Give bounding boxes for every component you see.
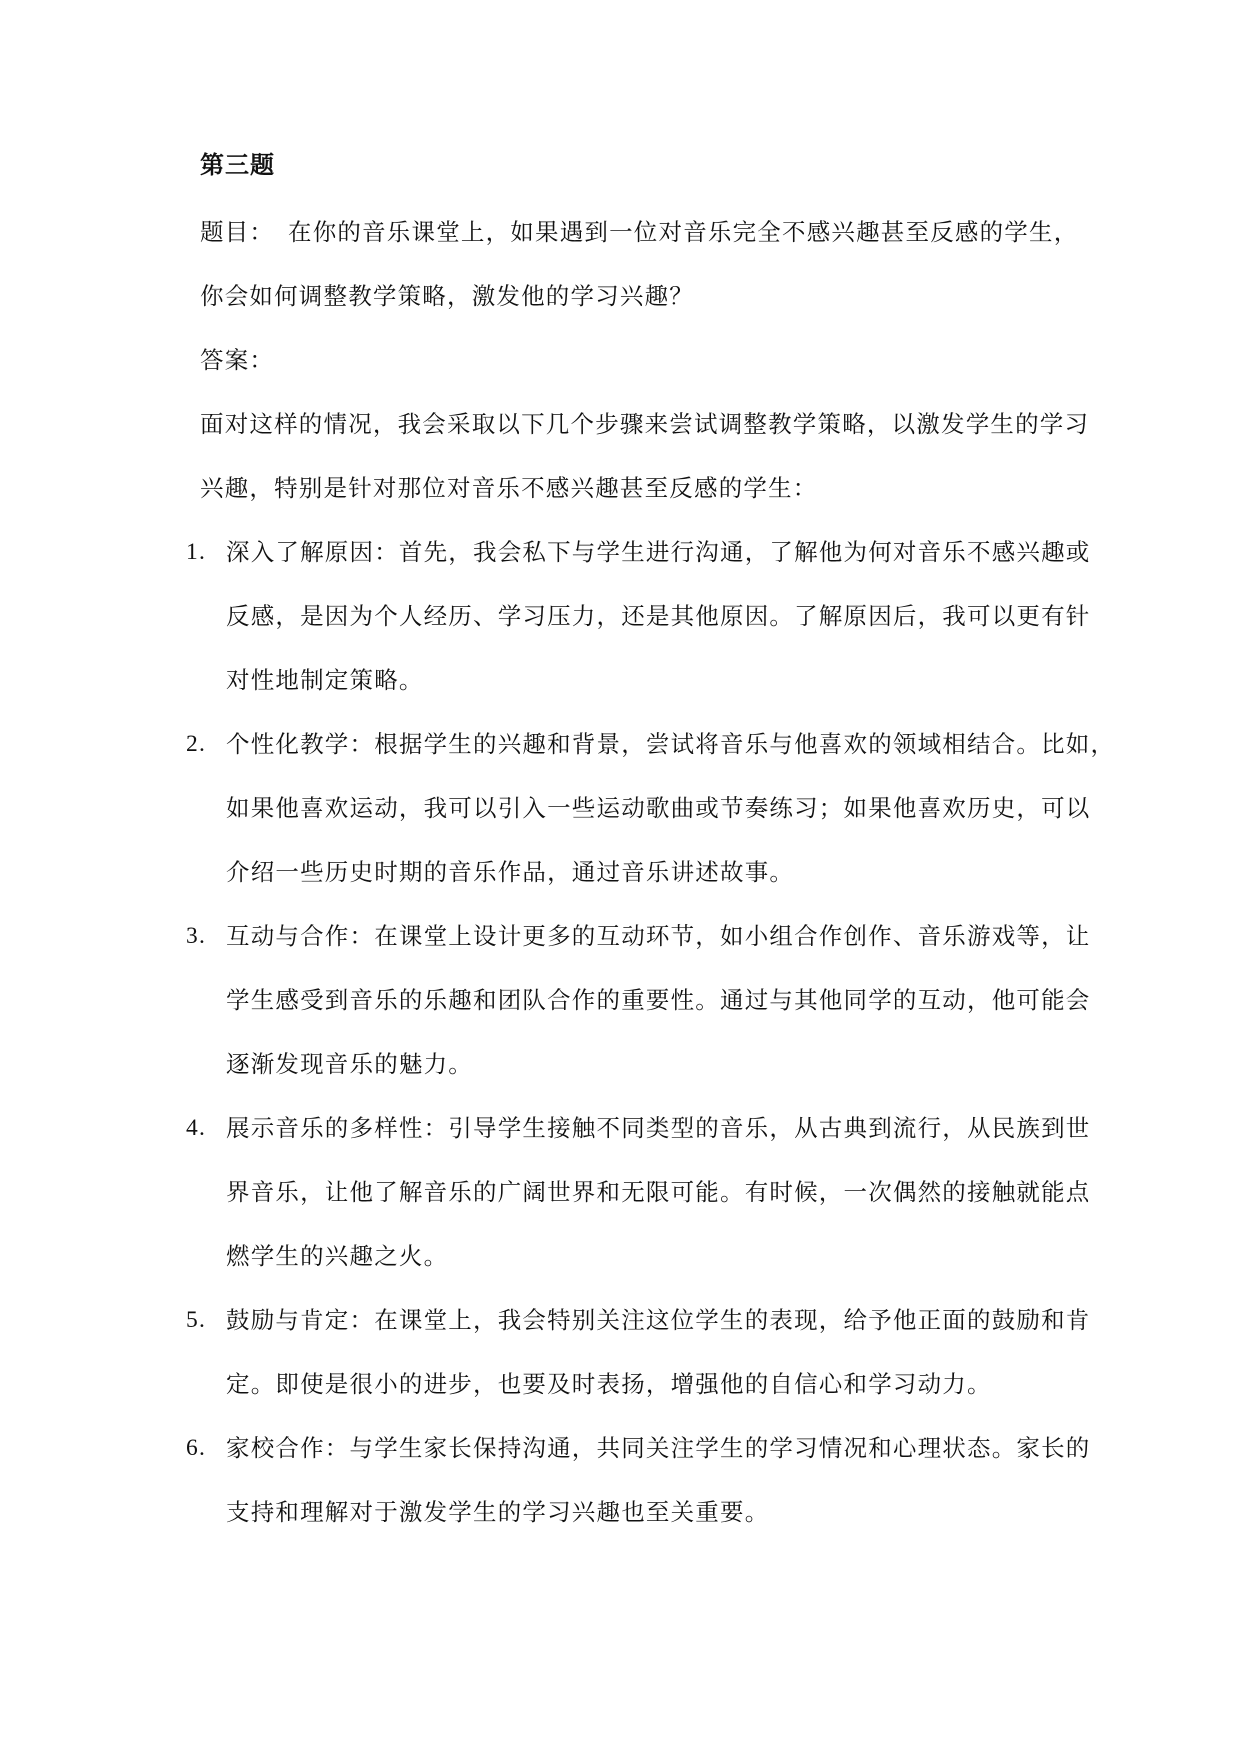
question-block <box>200 200 1100 328</box>
list-item-number: 2. <box>186 731 207 757</box>
question-text-1: 在你的音乐课堂上，如果遇到一位对音乐完全不感兴趣甚至反感的学生， <box>288 218 1079 246</box>
list-item-line: 个性化教学：根据学生的兴趣和背景，尝试将音乐与他喜欢的领域相结合。比如， <box>226 730 1116 758</box>
intro-line-2: 兴趣，特别是针对那位对音乐不感兴趣甚至反感的学生： <box>200 474 818 502</box>
list-item-line: 支持和理解对于激发学生的学习兴趣也至关重要。 <box>226 1498 770 1526</box>
list-item <box>186 904 1106 1096</box>
list-item-line: 家校合作：与学生家长保持沟通，共同关注学生的学习情况和心理状态。家长的 <box>226 1434 1091 1462</box>
section-heading: 第三题 <box>200 151 275 179</box>
question-line-2: 你会如何调整教学策略，激发他的学习兴趣？ <box>200 282 694 310</box>
list-item-line: 反感，是因为个人经历、学习压力，还是其他原因。了解原因后，我可以更有针 <box>226 602 1091 630</box>
list-item <box>186 1288 1106 1416</box>
list-item-line: 如果他喜欢运动，我可以引入一些运动歌曲或节奏练习；如果他喜欢历史，可以 <box>226 794 1091 822</box>
strategy-list <box>186 520 1116 1544</box>
list-item-line: 介绍一些历史时期的音乐作品，通过音乐讲述故事。 <box>226 858 795 886</box>
list-item <box>186 712 1116 904</box>
list-item-line: 界音乐，让他了解音乐的广阔世界和无限可能。有时候，一次偶然的接触就能点 <box>226 1178 1091 1206</box>
list-item-line: 互动与合作：在课堂上设计更多的互动环节，如小组合作创作、音乐游戏等，让 <box>226 922 1091 950</box>
list-item-number: 5. <box>186 1307 207 1333</box>
list-item-line: 深入了解原因：首先，我会私下与学生进行沟通，了解他为何对音乐不感兴趣或 <box>226 538 1091 566</box>
list-item-number: 4. <box>186 1115 207 1141</box>
list-item-line: 对性地制定策略。 <box>226 666 424 694</box>
list-item-line: 学生感受到音乐的乐趣和团队合作的重要性。通过与其他同学的互动，他可能会 <box>226 986 1091 1014</box>
list-item <box>186 1416 1106 1544</box>
list-item-line: 展示音乐的多样性：引导学生接触不同类型的音乐，从古典到流行，从民族到世 <box>226 1114 1091 1142</box>
question-line-1 <box>200 200 1100 264</box>
list-item <box>186 520 1106 712</box>
list-item-number: 3. <box>186 923 207 949</box>
list-item-line: 燃学生的兴趣之火。 <box>226 1242 449 1270</box>
list-item-number: 6. <box>186 1435 207 1461</box>
intro-line-1: 面对这样的情况，我会采取以下几个步骤来尝试调整教学策略，以激发学生的学习 <box>200 410 1090 438</box>
intro-paragraph <box>200 392 1100 520</box>
answer-label: 答案： <box>200 346 275 374</box>
list-item-number: 1. <box>186 539 207 565</box>
list-item-line: 逐渐发现音乐的魅力。 <box>226 1050 473 1078</box>
question-label: 题目： <box>200 218 275 246</box>
list-item-line: 鼓励与肯定：在课堂上，我会特别关注这位学生的表现，给予他正面的鼓励和肯 <box>226 1306 1091 1334</box>
list-item <box>186 1096 1106 1288</box>
list-item-line: 定。即使是很小的进步，也要及时表扬，增强他的自信心和学习动力。 <box>226 1370 992 1398</box>
